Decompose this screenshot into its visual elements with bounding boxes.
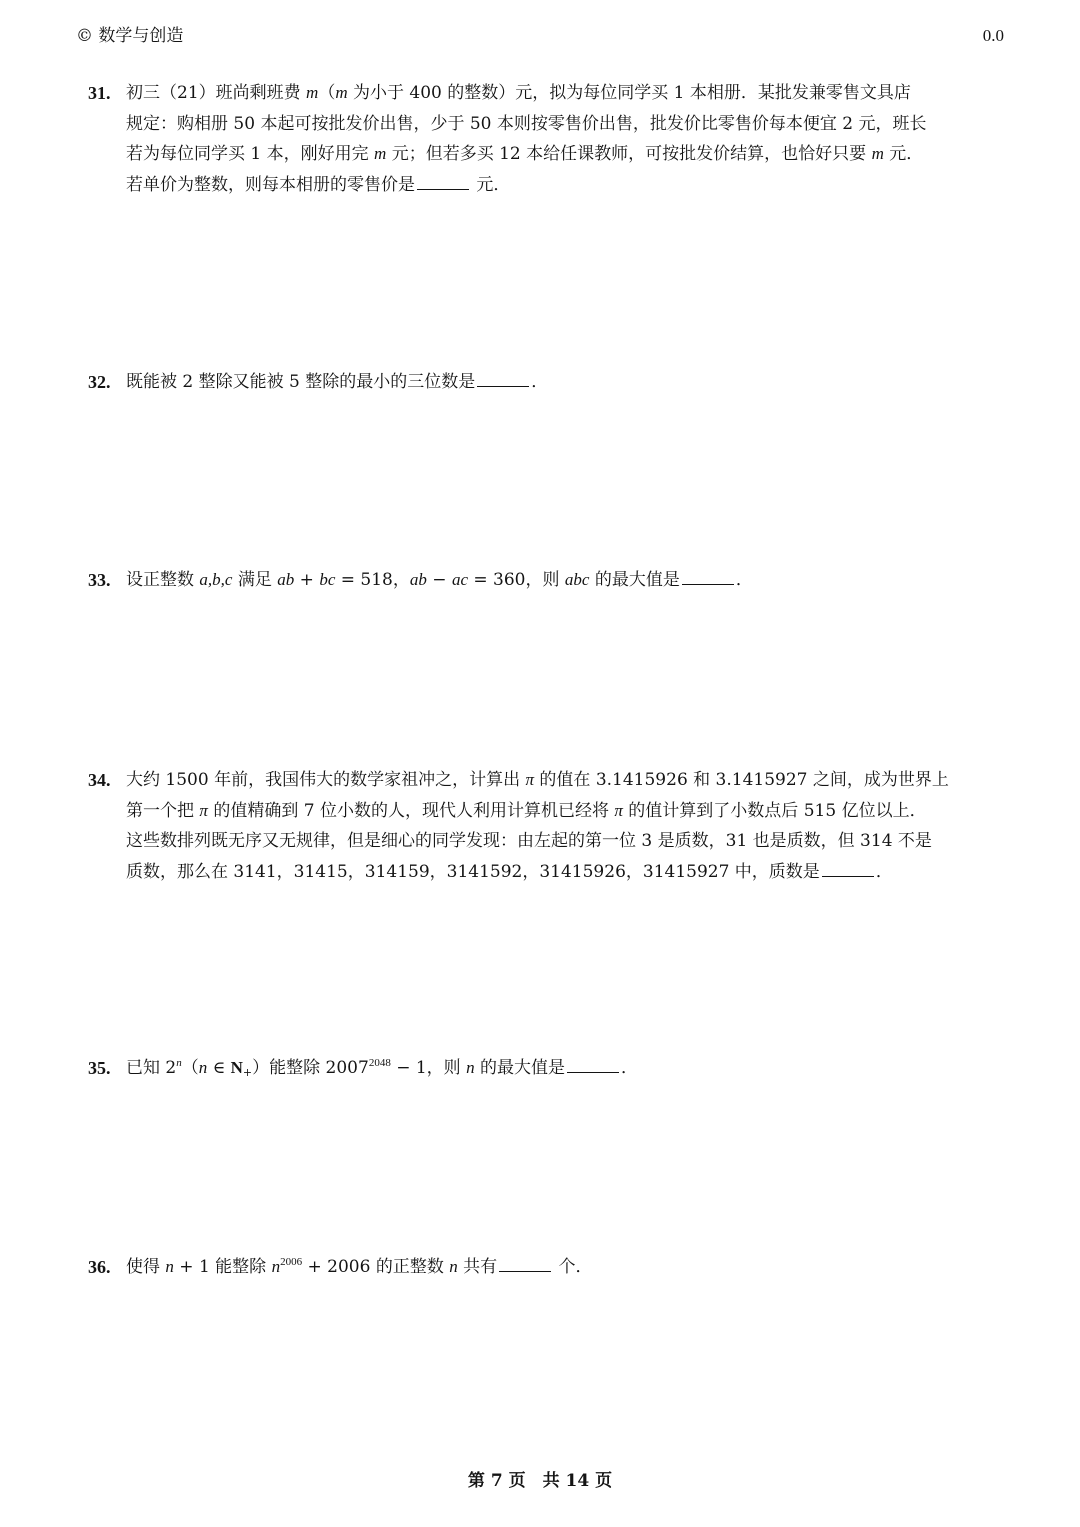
math-subscript: + <box>242 1066 253 1079</box>
problem-text: 既能被 2 整除又能被 5 整除的最小的三位数是 <box>126 372 476 392</box>
math-symbol: abc <box>564 570 590 589</box>
answer-blank <box>567 1058 619 1073</box>
math-symbol: bc <box>319 570 336 589</box>
problem-body <box>126 565 1006 596</box>
problem-number: 35. <box>88 1058 111 1078</box>
problem-text: ． <box>875 861 893 882</box>
problem-text: 已知 2 <box>126 1058 177 1078</box>
problem-text: ）能整除 2007 <box>252 1058 369 1078</box>
math-set-symbol: N <box>230 1058 243 1077</box>
answer-blank <box>477 372 529 387</box>
problem-text: − <box>426 570 452 590</box>
problem-number: 34. <box>88 770 111 790</box>
problem-text: 元；但若多买 12 本给任课教师，可按批发价结算，也恰好只要 <box>386 144 872 164</box>
math-symbol: n <box>198 1058 208 1077</box>
header-source: © 数学与创造 <box>76 26 184 46</box>
problem-line <box>126 857 1006 888</box>
math-symbol: m <box>871 144 884 163</box>
problem-text: 的最大值是 <box>474 1058 565 1078</box>
problem-text: − 1，则 <box>390 1058 467 1078</box>
problem-31 <box>88 78 1006 200</box>
answer-blank <box>682 570 734 585</box>
answer-blank <box>499 1257 551 1272</box>
math-superscript: n <box>176 1057 182 1069</box>
math-symbol: ab <box>277 570 295 589</box>
problem-text: 使得 <box>126 1257 166 1277</box>
problem-text: 的值计算到了小数点后 515 亿位以上． <box>622 800 927 821</box>
problem-body <box>126 1053 1006 1084</box>
problem-text: + 2006 的正整数 <box>302 1257 450 1277</box>
problem-text: 初三（21）班尚剩班费 <box>126 83 307 103</box>
problem-number: 32. <box>88 372 111 392</box>
math-superscript: 2048 <box>368 1057 391 1069</box>
problem-33 <box>88 565 1006 596</box>
problem-line <box>126 1053 1006 1084</box>
problem-body <box>126 1252 1006 1283</box>
problem-line <box>126 826 1006 857</box>
problem-text: 满足 <box>232 570 278 590</box>
problem-text: = 360，则 <box>467 570 565 590</box>
problem-line <box>126 565 1006 596</box>
problem-text: ． <box>531 372 549 392</box>
problem-line <box>126 78 1006 109</box>
math-symbol: a,b,c <box>199 570 233 589</box>
problem-line <box>126 170 1006 201</box>
problem-34 <box>88 765 1006 887</box>
math-symbol: n <box>271 1257 281 1276</box>
math-symbol: π <box>614 800 623 820</box>
problem-text: 若单价为整数，则每本相册的零售价是 <box>126 174 415 195</box>
header-version: 0.0 <box>982 26 1004 45</box>
problem-line <box>126 765 1006 796</box>
problem-number: 36. <box>88 1257 111 1277</box>
problem-text: 设正整数 <box>126 570 200 590</box>
problem-line <box>126 1252 1006 1283</box>
math-symbol: π <box>199 800 208 820</box>
math-superscript: 2006 <box>280 1256 303 1268</box>
problem-text: 元． <box>883 144 924 164</box>
math-symbol: m <box>306 83 319 102</box>
problem-text: 个． <box>553 1257 593 1277</box>
math-symbol: m <box>335 83 348 102</box>
problem-text: （ <box>318 83 336 103</box>
problem-text: 元． <box>471 174 511 195</box>
problem-text: 质数，那么在 3141，31415，314159，3141592，31415926，31415927 中，质数是 <box>126 861 820 882</box>
problem-body <box>126 367 1006 398</box>
math-symbol: ac <box>451 570 468 589</box>
math-symbol: n <box>466 1058 475 1077</box>
problem-text: 为小于 400 的整数）元，拟为每位同学买 1 本相册．某批发兼零售文具店 <box>347 83 911 103</box>
math-symbol: π <box>525 770 535 789</box>
problem-line <box>126 109 1006 140</box>
problem-text: + 1 能整除 <box>173 1257 272 1277</box>
problem-line <box>126 796 1006 827</box>
problem-text: ． <box>735 570 753 590</box>
math-symbol: n <box>449 1257 458 1276</box>
problem-text: = 518， <box>335 570 410 590</box>
problem-32 <box>88 367 1006 398</box>
problem-36 <box>88 1252 1006 1283</box>
problem-text: 的值在 3.1415926 和 3.1415927 之间，成为世界上 <box>534 770 949 790</box>
math-symbol: m <box>374 144 387 163</box>
problem-line <box>126 367 1006 398</box>
problem-text: + <box>294 570 320 590</box>
answer-blank <box>822 862 874 877</box>
problem-text: 的最大值是 <box>589 570 680 590</box>
problem-text: 这些数排列既无序又无规律，但是细心的同学发现：由左起的第一位 3 是质数，31 也是质数，但 314 不是 <box>126 831 932 851</box>
answer-blank <box>417 175 469 190</box>
problem-text: 若为每位同学买 1 本，刚好用完 <box>126 144 375 164</box>
problem-number: 33. <box>88 570 111 590</box>
problem-line <box>126 139 1006 170</box>
problem-body <box>126 78 1006 200</box>
problem-text: ． <box>621 1058 638 1078</box>
problem-text: 的值精确到 7 位小数的人，现代人利用计算机已经将 <box>207 800 615 821</box>
problem-35 <box>88 1053 1006 1084</box>
problem-text: ∈ <box>207 1058 231 1078</box>
problem-text: （ <box>181 1058 199 1078</box>
problem-body <box>126 765 1006 887</box>
problem-text: 第一个把 <box>126 800 200 821</box>
math-symbol: n <box>165 1257 174 1276</box>
problem-text: 大约 1500 年前，我国伟大的数学家祖冲之，计算出 <box>126 770 526 790</box>
math-symbol: ab <box>409 570 427 589</box>
problem-text: 规定：购相册 50 本起可按批发价出售，少于 50 本则按零售价出售，批发价比零售价每本便宜 2 元，班长 <box>126 113 927 134</box>
problem-text: 共有 <box>457 1257 498 1277</box>
page-footer: 第 7 页 共 14 页 <box>467 1471 613 1491</box>
problem-number: 31. <box>88 83 111 103</box>
